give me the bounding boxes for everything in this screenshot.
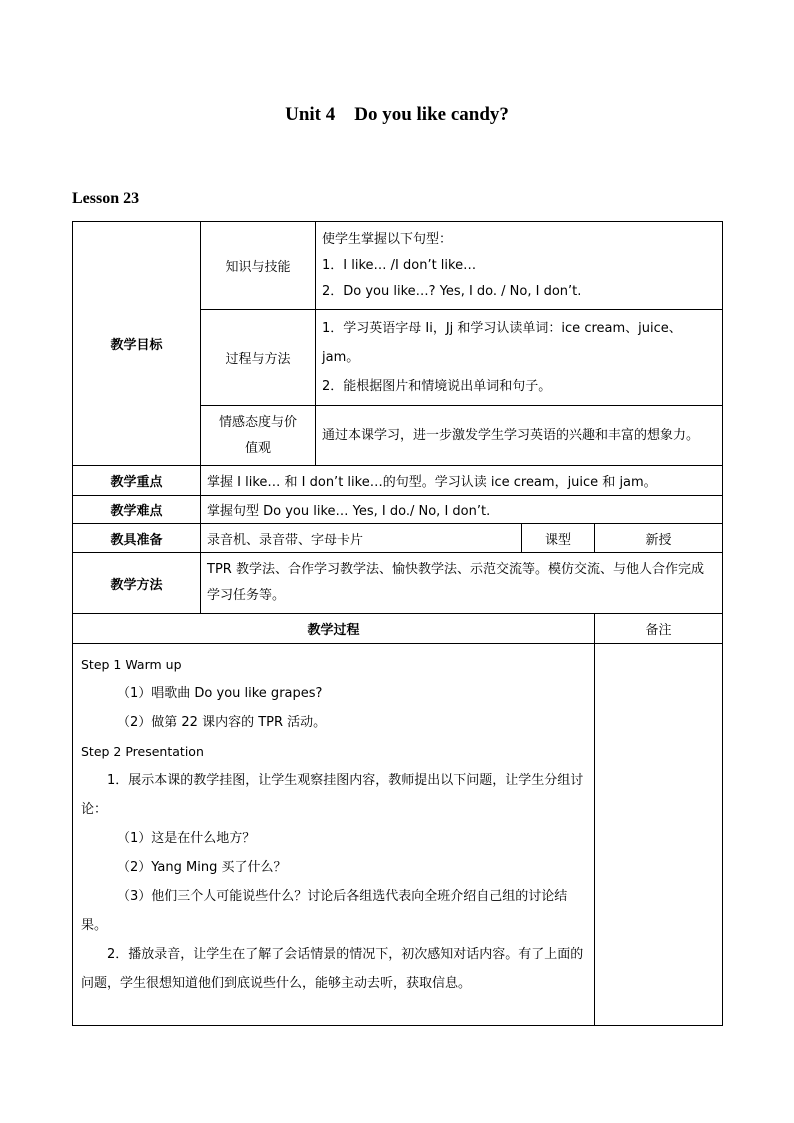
objectives-label: 教学目标 — [73, 222, 201, 466]
process-method-line: 2．能根据图片和情境说出单词和句子。 — [322, 379, 552, 394]
notes-content — [595, 644, 723, 1026]
lesson-plan-table — [72, 221, 723, 1026]
methods-content — [201, 553, 723, 614]
step-heading: Step 1 Warm up — [81, 657, 182, 672]
lesson-type-label: 课型 — [522, 524, 595, 553]
step-heading: Step 2 Presentation — [81, 744, 204, 759]
emotion-label — [201, 406, 316, 466]
row-knowledge — [73, 222, 723, 310]
step-item: （2）做第 22 课内容的 TPR 活动。 — [117, 715, 327, 730]
key-points-label: 教学重点 — [73, 466, 201, 496]
key-points-content: 掌握 I like… 和 I don’t like…的句型。学习认读 ice cream，juice 和 jam。 — [201, 466, 723, 496]
row-methods — [73, 553, 723, 614]
difficulties-content: 掌握句型 Do you like… Yes, I do./ No, I don’t. — [201, 496, 723, 524]
methods-label: 教学方法 — [73, 553, 201, 614]
page-title: Unit 4 Do you like candy? — [285, 104, 509, 125]
notes-header-label: 备注 — [595, 614, 723, 644]
emotion-content — [316, 406, 723, 466]
lesson-type-value: 新授 — [595, 524, 723, 553]
row-process-header — [73, 614, 723, 644]
row-difficulties — [73, 496, 723, 524]
process-method-label: 过程与方法 — [201, 310, 316, 406]
step-item: （1）唱歌曲 Do you like grapes? — [117, 686, 323, 701]
knowledge-label: 知识与技能 — [201, 222, 316, 310]
materials-label: 教具准备 — [73, 524, 201, 553]
row-materials — [73, 524, 723, 553]
process-method-line: 1．学习英语字母 Ii，Jj 和学习认读单词：ice cream、juice、jam。 — [322, 321, 682, 365]
emotion-label-line: 情感态度与价 — [218, 414, 297, 430]
emotion-text: 通过本课学习，进一步激发学生学习英语的兴趣和丰富的想象力。 — [322, 427, 700, 443]
process-method-content — [316, 310, 723, 406]
row-key-points — [73, 466, 723, 496]
process-header-label: 教学过程 — [73, 614, 595, 644]
step-paragraph: （3）他们三个人可能说些什么？讨论后各组选代表向全班介绍自己组的讨论结果。 — [81, 889, 568, 933]
knowledge-line: 2．Do you like…? Yes, I do. / No, I don’t. — [322, 283, 582, 299]
step-item: （2）Yang Ming 买了什么？ — [117, 860, 287, 875]
knowledge-content — [316, 222, 723, 310]
step-item: （1）这是在什么地方？ — [117, 831, 256, 846]
materials-content: 录音机、录音带、字母卡片 — [201, 524, 522, 553]
methods-text: TPR 教学法、合作学习教学法、愉快教学法、示范交流等。模仿交流、与他人合作完成学习任务等。 — [207, 562, 704, 603]
process-content — [73, 644, 595, 1026]
knowledge-line: 1．I like… /I don’t like… — [322, 257, 477, 273]
emotion-label-line: 值观 — [244, 440, 271, 456]
step-paragraph: 1．展示本课的教学挂图，让学生观察挂图内容，教师提出以下问题，让学生分组讨论： — [81, 773, 584, 817]
step-paragraph: 2．播放录音，让学生在了解了会话情景的情况下，初次感知对话内容。有了上面的问题，学生很想知道他们到底说些什么，能够主动去听，获取信息。 — [81, 947, 584, 991]
row-process-body — [73, 644, 723, 1026]
knowledge-line: 使学生掌握以下句型： — [322, 231, 453, 247]
lesson-heading: Lesson 23 — [72, 190, 140, 207]
difficulties-label: 教学难点 — [73, 496, 201, 524]
